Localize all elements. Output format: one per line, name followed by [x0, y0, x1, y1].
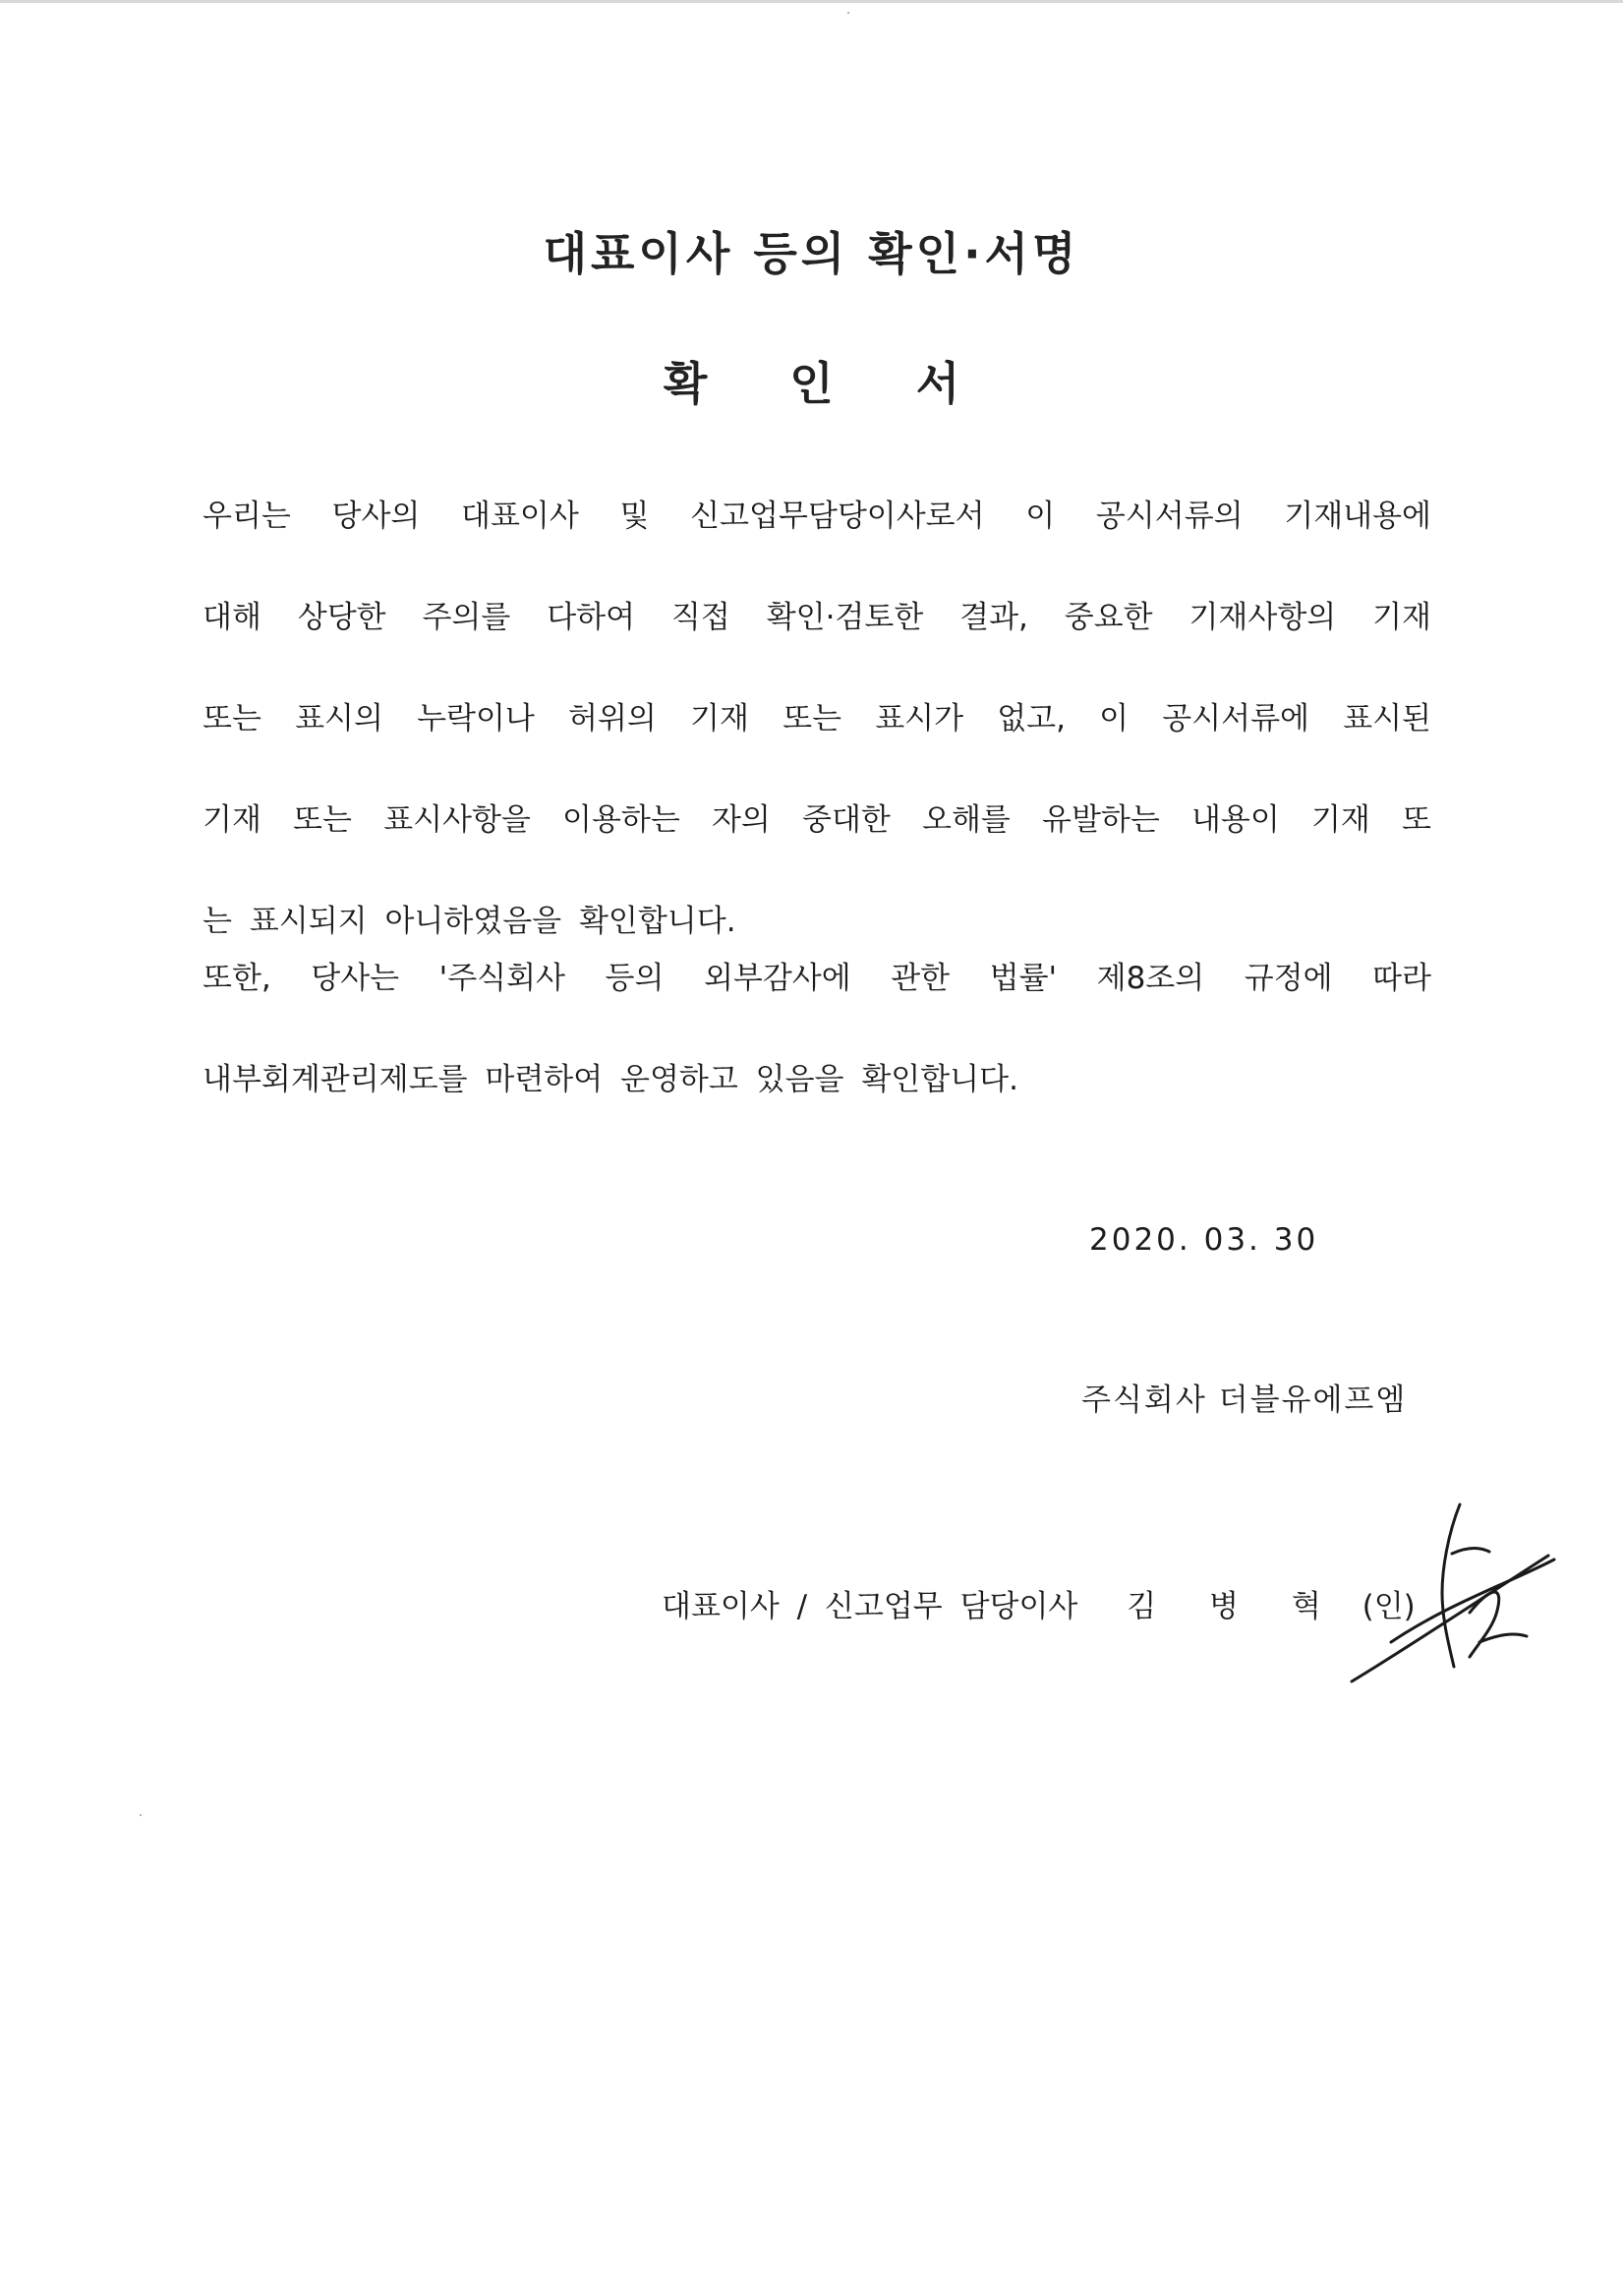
internal-control-paragraph — [203, 957, 1431, 1159]
paragraph-line: 또한, 당사는 '주식회사 등의 외부감사에 관한 법률' 제8조의 규정에 따라 — [203, 961, 1431, 996]
document-title: 대표이사 등의 확인·서명 — [543, 227, 1080, 280]
document-subtitle: 확 인 서 — [663, 357, 994, 410]
handwritten-signature — [1332, 1495, 1578, 1691]
paragraph-line: 는 표시되지 아니하였음을 확인합니다. — [203, 904, 736, 939]
paragraph-line: 기재 또는 표시사항을 이용하는 자의 중대한 오해를 유발하는 내용이 기재 또 — [203, 802, 1431, 838]
signature-line — [662, 1581, 1416, 1625]
document-date: 2020. 03. 30 — [1089, 1222, 1319, 1258]
scan-speck — [847, 12, 849, 14]
company-name: 주식회사 더블유에프엠 — [1081, 1383, 1408, 1418]
paragraph-line: 우리는 당사의 대표이사 및 신고업무담당이사로서 이 공시서류의 기재내용에 — [203, 499, 1431, 534]
signer-name: 김 병 혁 — [1127, 1589, 1343, 1624]
scan-speck — [140, 1814, 142, 1816]
confirmation-paragraph — [203, 495, 1431, 1001]
paragraph-line: 대해 상당한 주의를 다하여 직접 확인·검토한 결과, 중요한 기재사항의 기재 — [203, 600, 1431, 635]
scan-edge — [0, 0, 1623, 3]
seal-mark: (인) — [1362, 1589, 1416, 1624]
paragraph-line: 또는 표시의 누락이나 허위의 기재 또는 표시가 없고, 이 공시서류에 표시된 — [203, 701, 1431, 736]
paragraph-line: 내부회계관리제도를 마련하여 운영하고 있음을 확인합니다. — [203, 1062, 1018, 1097]
signer-role: 대표이사 / 신고업무 담당이사 — [662, 1589, 1078, 1624]
